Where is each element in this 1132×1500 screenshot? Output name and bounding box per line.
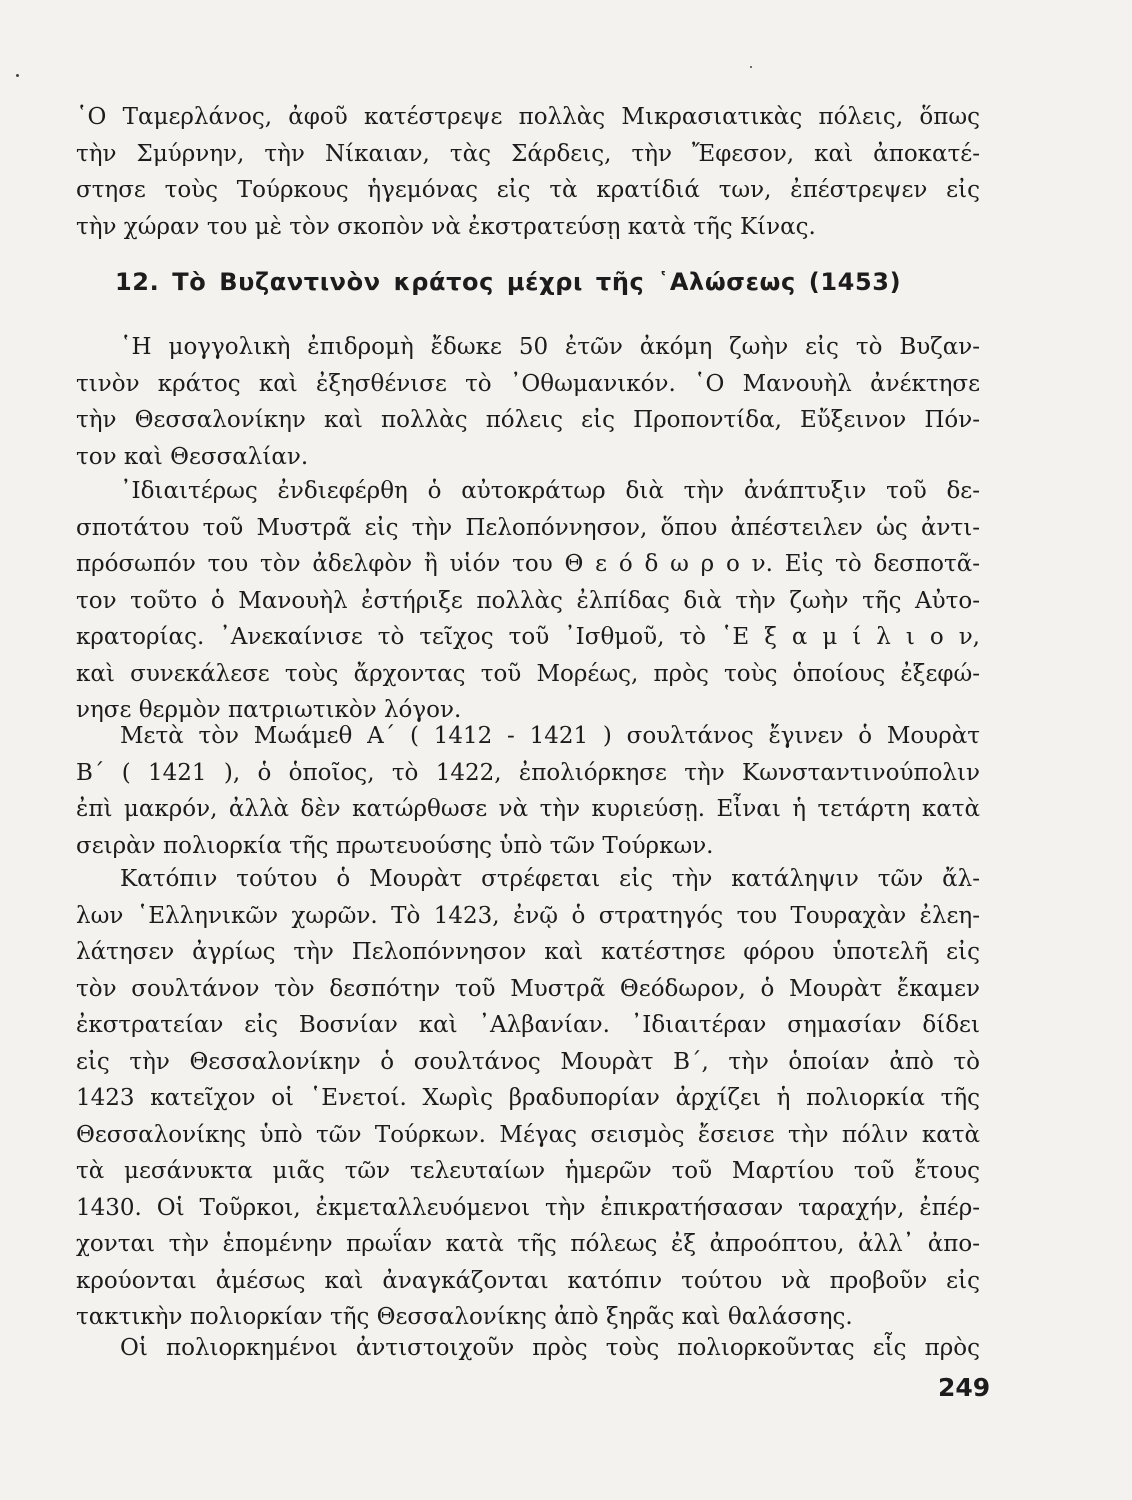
text-line: Οἱ πολιορκημένοι ἀντιστοιχοῦν πρὸς τοὺς πολιορκοῦντας εἷς πρὸς [120, 1335, 980, 1361]
text-line: κρούονται ἀμέσως καὶ ἀναγκάζονται κατόπιν τούτου νὰ προβοῦν εἰς [76, 1267, 980, 1294]
paragraph-mongol-invasion [76, 329, 980, 475]
paragraph-despotate-mystras [76, 473, 980, 729]
text-line: τὰ μεσάνυκτα μιᾶς τῶν τελευταίων ἡμερῶν τοῦ Μαρτίου τοῦ ἔτους [76, 1158, 980, 1184]
text-line: ᾿Ιδιαιτέρως ἐνδιεφέρθη ὁ αὐτοκράτωρ διὰ τὴν ἀνάπτυξιν τοῦ δε- [120, 478, 980, 504]
text-line: 1423 κατεῖχον οἱ ῾Ενετοί. Χωρὶς βραδυπορίαν ἀρχίζει ἡ πολιορκία τῆς [76, 1085, 980, 1111]
scan-speck [750, 66, 752, 68]
text-line: λάτησεν ἀγρίως τὴν Πελοπόννησον καὶ κατέστησε φόρου ὑποτελῆ εἰς [76, 939, 980, 965]
text-line: τακτικὴν πολιορκίαν τῆς Θεσσαλονίκης ἀπὸ ξηρᾶς καὶ θαλάσσης. [76, 1304, 853, 1330]
text-line: χονται τὴν ἑπομένην πρωΐαν κατὰ τῆς πόλεως ἐξ ἀπροόπτου, ἀλλ᾿ ἀπο- [76, 1231, 980, 1257]
text-line: Θεσσαλονίκης ὑπὸ τῶν Τούρκων. Μέγας σεισμὸς ἔσεισε τὴν πόλιν κατὰ [76, 1121, 980, 1148]
text-line: τὴν Θεσσαλονίκην καὶ πολλὰς πόλεις εἰς Προποντίδα, Εὔξεινον Πόν- [76, 407, 980, 433]
paragraph-murad-siege [76, 718, 980, 864]
text-line: τὴν Σμύρνην, τὴν Νίκαιαν, τὰς Σάρδεις, τὴν Ἔφεσον, καὶ ἀποκατέ- [76, 140, 980, 167]
section-heading: 12. Τὸ Βυζαντινὸν κράτος μέχρι τῆς ῾Αλώσεως (1453) [115, 268, 902, 296]
paragraph-thessaloniki [76, 861, 980, 1336]
text-line: πρόσωπόν του τὸν ἀδελφὸν ἢ υἱόν του Θ ε ό δ ω ρ ο ν. Εἰς τὸ δεσποτᾶ- [76, 551, 980, 577]
text-line: λων ῾Ελληνικῶν χωρῶν. Τὸ 1423, ἐνῷ ὁ στρατηγός του Τουραχὰν ἐλεη- [76, 902, 980, 929]
page-number: 249 [938, 1373, 991, 1402]
text-line: ῾Η μογγολικὴ ἐπιδρομὴ ἔδωκε 50 ἐτῶν ἀκόμη ζωὴν εἰς τὸ Βυζαν- [120, 334, 980, 360]
text-line: Κατόπιν τούτου ὁ Μουρὰτ στρέφεται εἰς τὴν κατάληψιν τῶν ἄλ- [120, 866, 980, 892]
text-line: στησε τοὺς Τούρκους ἡγεμόνας εἰς τὰ κρατίδιά των, ἐπέστρεψεν εἰς [76, 177, 980, 203]
text-line: Β΄ ( 1421 ), ὁ ὁποῖος, τὸ 1422, ἐπολιόρκησε τὴν Κωνσταντινούπολιν [76, 759, 980, 786]
text-line: τὸν σουλτάνον τὸν δεσπότην τοῦ Μυστρᾶ Θεόδωρον, ὁ Μουρὰτ ἔκαμεν [76, 975, 980, 1002]
text-line: τον τοῦτο ὁ Μανουὴλ ἐστήριξε πολλὰς ἐλπίδας διὰ τὴν ζωὴν τῆς Αὐτο- [76, 587, 980, 614]
paragraph-besieged [76, 1330, 980, 1367]
text-line: Μετὰ τὸν Μωάμεθ Α΄ ( 1412 - 1421 ) σουλτάνος ἔγινεν ὁ Μουρὰτ [120, 723, 980, 749]
text-line: τινὸν κράτος καὶ ἐξησθένισε τὸ ᾿Οθωμανικόν. ῾Ο Μανουὴλ ἀνέκτησε [76, 370, 980, 397]
text-line: ἐκστρατείαν εἰς Βοσνίαν καὶ ᾿Αλβανίαν. ᾿Ιδιαιτέραν σημασίαν δίδει [76, 1012, 980, 1038]
text-line: σειρὰν πολιορκία τῆς πρωτευούσης ὑπὸ τῶν Τούρκων. [76, 832, 714, 859]
text-line: 1430. Οἱ Τοῦρκοι, ἐκμεταλλευόμενοι τὴν ἐπικρατήσασαν ταραχήν, ἐπέρ- [76, 1194, 980, 1221]
text-line: νησε θερμὸν πατριωτικὸν λόγον. [76, 697, 462, 723]
text-line: τὴν χώραν του μὲ τὸν σκοπὸν νὰ ἐκστρατεύσῃ κατὰ τῆς Κίνας. [76, 213, 816, 240]
text-line: εἰς τὴν Θεσσαλονίκην ὁ σουλτάνος Μουρὰτ Β΄, τὴν ὁποίαν ἀπὸ τὸ [76, 1048, 980, 1075]
text-line: κρατορίας. ᾿Ανεκαίνισε τὸ τεῖχος τοῦ ᾿Ισθμοῦ, τὸ ῾Ε ξ α μ ί λ ι ο ν, [76, 624, 980, 650]
text-line: καὶ συνεκάλεσε τοὺς ἄρχοντας τοῦ Μορέως, πρὸς τοὺς ὁποίους ἐξεφώ- [76, 660, 980, 687]
text-line: σποτάτου τοῦ Μυστρᾶ εἰς τὴν Πελοπόννησον, ὅπου ἀπέστειλεν ὡς ἀντι- [76, 514, 980, 541]
text-line: ῾Ο Ταμερλάνος, ἀφοῦ κατέστρεψε πολλὰς Μικρασιατικὰς πόλεις, ὅπως [76, 104, 980, 130]
scan-speck [16, 74, 19, 77]
paragraph-tamerlane [76, 99, 980, 245]
text-line: ἐπὶ μακρόν, ἀλλὰ δὲν κατώρθωσε νὰ τὴν κυριεύσῃ. Εἶναι ἡ τετάρτη κατὰ [76, 796, 980, 822]
text-line: τον καὶ Θεσσαλίαν. [76, 443, 309, 470]
